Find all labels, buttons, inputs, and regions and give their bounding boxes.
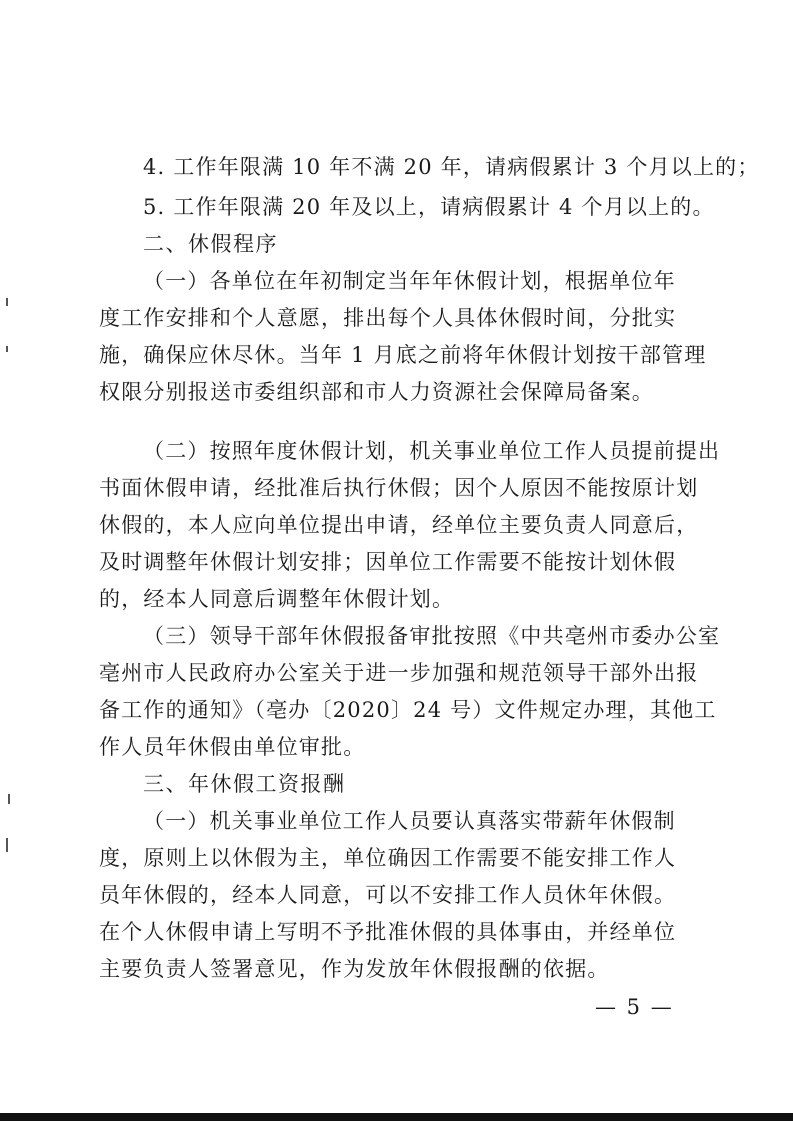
scan-mark bbox=[6, 838, 8, 852]
paragraph-line: （一）各单位在年初制定当年年休假计划，根据单位年 bbox=[143, 269, 676, 293]
paragraph-line: 权限分别报送市委组织部和市人力资源社会保障局备案。 bbox=[99, 380, 654, 404]
paragraph-line: 休假的，本人应向单位提出申请，经单位主要负责人同意后， bbox=[99, 513, 699, 537]
paragraph-line: 作人员年休假由单位审批。 bbox=[99, 735, 366, 759]
paragraph-line: 度，原则上以休假为主，单位确因工作需要不能安排工作人 bbox=[99, 846, 677, 870]
paragraph-line: 亳州市人民政府办公室关于进一步加强和规范领导干部外出报 bbox=[99, 661, 699, 685]
section-heading-3: 三、年休假工资报酬 bbox=[143, 772, 346, 796]
paragraph-line: 的，经本人同意后调整年休假计划。 bbox=[99, 587, 455, 611]
list-item-4: 4. 工作年限满 10 年不满 20 年，请病假累计 3 个月以上的； bbox=[143, 155, 760, 179]
scan-mark bbox=[6, 298, 8, 306]
list-item-5: 5. 工作年限满 20 年及以上，请病假累计 4 个月以上的。 bbox=[143, 195, 715, 219]
paragraph-line: 员年休假的，经本人同意，可以不安排工作人员休年休假。 bbox=[99, 883, 677, 907]
paragraph-line: （二）按照年度休假计划，机关事业单位工作人员提前提出 bbox=[143, 439, 721, 463]
paragraph-line: （三）领导干部年休假报备审批按照《中共亳州市委办公室 bbox=[143, 624, 721, 648]
paragraph-line: 施，确保应休尽休。当年 1 月底之前将年休假计划按干部管理 bbox=[99, 343, 707, 367]
paragraph-line: 备工作的通知》（亳办〔2020〕24 号）文件规定办理，其他工 bbox=[99, 698, 717, 722]
page-number: — 5 — bbox=[595, 995, 674, 1019]
paragraph-line: 及时调整年休假计划安排；因单位工作需要不能按计划休假 bbox=[99, 550, 677, 574]
paragraph-line: 书面休假申请，经批准后执行休假；因个人原因不能按原计划 bbox=[99, 476, 699, 500]
section-heading-2: 二、休假程序 bbox=[143, 232, 278, 256]
paragraph-line: （一）机关事业单位工作人员要认真落实带薪年休假制 bbox=[143, 809, 676, 833]
scan-mark bbox=[8, 794, 10, 804]
scan-mark bbox=[6, 346, 8, 352]
paragraph-line: 在个人休假申请上写明不予批准休假的具体事由，并经单位 bbox=[99, 920, 677, 944]
scan-bottom-edge bbox=[0, 1113, 793, 1121]
paragraph-line: 主要负责人签署意见，作为发放年休假报酬的依据。 bbox=[99, 957, 610, 981]
paragraph-line: 度工作安排和个人意愿，排出每个人具体休假时间，分批实 bbox=[99, 306, 677, 330]
